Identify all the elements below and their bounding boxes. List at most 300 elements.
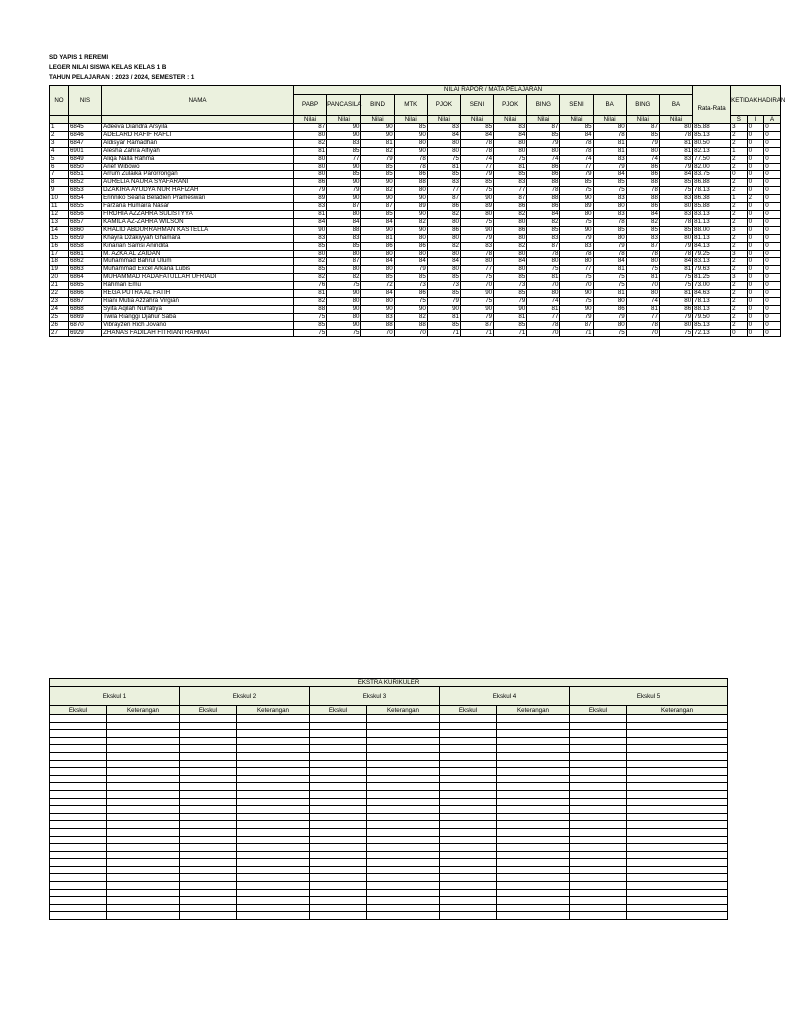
row-score: 79 (560, 313, 593, 321)
row-score: 85 (494, 274, 527, 282)
row-score: 85 (494, 290, 527, 298)
row-score: 83 (659, 155, 692, 163)
row-score: 79 (527, 139, 560, 147)
nilai-subheader: Nilai (460, 115, 493, 124)
row-score: 79 (460, 313, 493, 321)
ekskul-note-cell (367, 760, 440, 768)
row-score: 90 (394, 305, 427, 313)
row-score: 79 (460, 171, 493, 179)
row-score: 75 (560, 297, 593, 305)
ekskul-note-cell (367, 859, 440, 867)
row-no: 25 (50, 313, 69, 321)
row-score: 80 (527, 258, 560, 266)
ekskul-note-cell (367, 715, 440, 723)
row-score: 90 (327, 195, 361, 203)
row-score: 86 (394, 242, 427, 250)
ekskul-note-cell (367, 821, 440, 829)
ekskul-note-cell (107, 752, 180, 760)
row-nis: 6862 (68, 258, 101, 266)
row-nis: 6860 (68, 226, 101, 234)
ekskul-note-cell (107, 790, 180, 798)
ekskul-name-cell (440, 790, 497, 798)
row-score: 80 (659, 124, 692, 132)
ekskul-note-cell (627, 715, 728, 723)
ekskul-name-cell (180, 715, 237, 723)
ekskul-note-cell (107, 813, 180, 821)
row-score: 80 (427, 266, 460, 274)
row-absence-a: 0 (764, 297, 781, 305)
ekskul-note-cell (497, 745, 570, 753)
row-absence-a: 0 (764, 139, 781, 147)
ekskul-row (50, 790, 728, 798)
ekskul-name-cell (310, 760, 367, 768)
row-score: 90 (460, 195, 493, 203)
ekskul-note-cell (367, 866, 440, 874)
table-row (50, 329, 781, 337)
row-score: 78 (593, 131, 626, 139)
row-score: 90 (327, 305, 361, 313)
row-score: 79 (560, 234, 593, 242)
ekskul-name-header: Ekskul (310, 706, 367, 715)
row-nama: AURELIA NAURA SYAFARANI (102, 179, 294, 187)
ekskul-note-cell (107, 897, 180, 905)
row-score: 75 (494, 155, 527, 163)
nilai-subheader: Nilai (427, 115, 460, 124)
ekskul-name-cell (50, 775, 107, 783)
row-no: 15 (50, 234, 69, 242)
row-average: 81.13 (693, 218, 731, 226)
ekskul-note-cell (237, 859, 310, 867)
col-nis-header: NIS (68, 86, 101, 116)
row-score: 87 (527, 124, 560, 132)
ekskul-name-cell (180, 737, 237, 745)
academic-period: TAHUN PELAJARAN : 2023 / 2024, SEMESTER : 1 (49, 74, 195, 81)
row-absence-s: 2 (731, 305, 748, 313)
row-nama: Alesha Zahra Alfiyah (102, 147, 294, 155)
ekskul-row (50, 768, 728, 776)
row-score: 84 (560, 131, 593, 139)
row-score: 78 (593, 218, 626, 226)
ekskul-note-cell (367, 790, 440, 798)
ekskul-name-cell (570, 821, 627, 829)
row-score: 80 (659, 234, 692, 242)
row-score: 83 (460, 242, 493, 250)
ekskul-name-cell (440, 806, 497, 814)
row-absence-s: 1 (731, 195, 748, 203)
row-nis: 6847 (68, 139, 101, 147)
row-score: 84 (293, 218, 326, 226)
row-absence-s: 2 (731, 163, 748, 171)
nilai-subheader: Nilai (626, 115, 659, 124)
row-absence-i: 0 (747, 147, 764, 155)
row-score: 81 (494, 163, 527, 171)
row-absence-a: 0 (764, 179, 781, 187)
row-score: 77 (626, 313, 659, 321)
ekskul-row (50, 760, 728, 768)
row-score: 80 (626, 290, 659, 298)
row-score: 80 (494, 147, 527, 155)
ekskul-note-cell (497, 889, 570, 897)
ekskul-note-cell (627, 844, 728, 852)
row-score: 86 (494, 203, 527, 211)
row-score: 80 (327, 313, 361, 321)
row-absence-a: 0 (764, 163, 781, 171)
ekskul-note-cell (497, 828, 570, 836)
row-score: 83 (659, 195, 692, 203)
row-absence-i: 0 (747, 234, 764, 242)
row-score: 83 (593, 195, 626, 203)
row-score: 80 (494, 250, 527, 258)
ekskul-name-cell (310, 775, 367, 783)
ekskul-note-cell (237, 821, 310, 829)
row-absence-s: 2 (731, 218, 748, 226)
row-score: 80 (494, 218, 527, 226)
row-score: 83 (494, 124, 527, 132)
row-score: 79 (659, 163, 692, 171)
ekskul-name-cell (50, 760, 107, 768)
ekskul-name-cell (50, 768, 107, 776)
ekskul-name-cell (570, 897, 627, 905)
ekskul-note-cell (367, 912, 440, 920)
ekskul-name-cell (50, 889, 107, 897)
row-score: 77 (327, 155, 361, 163)
row-average: 82.00 (693, 163, 731, 171)
table-row (50, 313, 781, 321)
row-average: 85.88 (693, 124, 731, 132)
row-absence-a: 0 (764, 258, 781, 266)
ekskul-note-cell (367, 844, 440, 852)
row-score: 90 (460, 290, 493, 298)
ekskul-name-cell (440, 730, 497, 738)
row-score: 77 (560, 266, 593, 274)
nilai-subheader: Nilai (293, 115, 326, 124)
ekskul-name-cell (440, 836, 497, 844)
row-no: 4 (50, 147, 69, 155)
row-score: 85 (327, 242, 361, 250)
row-score: 82 (361, 147, 394, 155)
ekskul-name-cell (310, 798, 367, 806)
ekskul-note-cell (367, 836, 440, 844)
row-score: 78 (626, 250, 659, 258)
row-score: 87 (327, 203, 361, 211)
ekskul-name-cell (310, 715, 367, 723)
subject-header: PJOK (494, 94, 527, 115)
absence-subheader: I (747, 115, 764, 124)
row-score: 78 (527, 250, 560, 258)
row-score: 85 (327, 171, 361, 179)
row-absence-a: 0 (764, 321, 781, 329)
row-score: 81 (659, 147, 692, 155)
nilai-subheader: Nilai (394, 115, 427, 124)
row-score: 75 (626, 266, 659, 274)
row-absence-s: 2 (731, 187, 748, 195)
ekskul-name-cell (180, 752, 237, 760)
subject-header: MTK (394, 94, 427, 115)
row-nis: 6853 (68, 187, 101, 195)
row-nama: Aldisyar Ramadhan (102, 139, 294, 147)
ekskul-name-cell (570, 783, 627, 791)
row-score: 80 (527, 147, 560, 155)
row-absence-s: 2 (731, 131, 748, 139)
ekskul-name-cell (180, 760, 237, 768)
row-score: 80 (659, 297, 692, 305)
row-score: 84 (626, 210, 659, 218)
row-score: 78 (460, 250, 493, 258)
ekskul-row (50, 904, 728, 912)
ekskul-name-cell (570, 790, 627, 798)
ekskul-note-cell (627, 768, 728, 776)
row-score: 73 (494, 282, 527, 290)
row-nis: 6852 (68, 179, 101, 187)
row-average: 79.50 (693, 313, 731, 321)
row-absence-i: 2 (747, 195, 764, 203)
ekskul-name-cell (50, 897, 107, 905)
row-absence-s: 3 (731, 124, 748, 132)
row-nis: 6850 (68, 163, 101, 171)
ekskul-note-cell (627, 904, 728, 912)
ekskul-note-cell (107, 828, 180, 836)
row-score: 85 (659, 226, 692, 234)
row-score: 90 (494, 305, 527, 313)
row-no: 8 (50, 179, 69, 187)
row-absence-i: 0 (747, 258, 764, 266)
row-score: 79 (593, 242, 626, 250)
ekskul-note-cell (107, 912, 180, 920)
ekskul-name-cell (570, 889, 627, 897)
row-no: 6 (50, 163, 69, 171)
row-score: 90 (327, 179, 361, 187)
row-score: 90 (327, 321, 361, 329)
ekskul-name-cell (310, 768, 367, 776)
row-nis: 6856 (68, 210, 101, 218)
ekskul-name-cell (180, 882, 237, 890)
row-score: 85 (394, 274, 427, 282)
row-score: 81 (361, 234, 394, 242)
row-nis: 6864 (68, 274, 101, 282)
ekskul-name-cell (570, 836, 627, 844)
ekskul-note-cell (107, 783, 180, 791)
ekskul-note-cell (237, 874, 310, 882)
row-score: 73 (427, 282, 460, 290)
row-score: 90 (394, 195, 427, 203)
row-absence-i: 0 (747, 321, 764, 329)
ekskul-name-header: Ekskul (180, 706, 237, 715)
row-score: 85 (361, 210, 394, 218)
row-score: 80 (361, 266, 394, 274)
ekskul-row (50, 844, 728, 852)
ekskul-name-cell (50, 790, 107, 798)
ekskul-name-cell (310, 851, 367, 859)
row-score: 83 (427, 179, 460, 187)
row-absence-s: 2 (731, 242, 748, 250)
row-absence-a: 0 (764, 226, 781, 234)
row-score: 86 (626, 171, 659, 179)
ekskul-note-cell (237, 760, 310, 768)
row-score: 87 (293, 124, 326, 132)
ekskul-name-cell (440, 874, 497, 882)
ekskul-note-cell (497, 730, 570, 738)
row-absence-i: 0 (747, 179, 764, 187)
row-nis: 6863 (68, 266, 101, 274)
row-score: 85 (626, 226, 659, 234)
row-score: 85 (527, 131, 560, 139)
row-absence-i: 0 (747, 226, 764, 234)
row-score: 90 (361, 179, 394, 187)
row-score: 81 (593, 139, 626, 147)
row-score: 70 (527, 282, 560, 290)
row-score: 87 (460, 321, 493, 329)
ekskul-name-cell (180, 904, 237, 912)
row-score: 85 (361, 274, 394, 282)
ekskul-name-cell (570, 859, 627, 867)
row-score: 90 (327, 131, 361, 139)
row-score: 90 (327, 163, 361, 171)
ekskul-name-cell (310, 745, 367, 753)
absence-subheader: A (764, 115, 781, 124)
ekskul-note-cell (237, 912, 310, 920)
row-score: 80 (327, 210, 361, 218)
ekskul-note-cell (497, 722, 570, 730)
row-nis: 6869 (68, 313, 101, 321)
subject-header: SENI (460, 94, 493, 115)
row-score: 89 (460, 203, 493, 211)
row-score: 85 (293, 266, 326, 274)
ekskul-group-header: Ekskul 2 (180, 687, 310, 706)
row-score: 80 (394, 234, 427, 242)
row-absence-a: 0 (764, 171, 781, 179)
row-score: 86 (593, 305, 626, 313)
ekskul-note-cell (497, 821, 570, 829)
ekskul-row (50, 775, 728, 783)
row-absence-a: 0 (764, 131, 781, 139)
ekskul-note-cell (367, 722, 440, 730)
ekskul-name-cell (50, 866, 107, 874)
row-nama: Syifa Aqilah Nurfatiya (102, 305, 294, 313)
ekskul-name-cell (440, 768, 497, 776)
ekskul-note-cell (107, 882, 180, 890)
ekskul-row (50, 836, 728, 844)
ekskul-row (50, 851, 728, 859)
ekskul-row (50, 821, 728, 829)
ekskul-name-cell (50, 874, 107, 882)
row-score: 80 (327, 297, 361, 305)
ekskul-note-cell (497, 836, 570, 844)
ekskul-name-cell (570, 882, 627, 890)
row-score: 82 (293, 274, 326, 282)
ekskul-note-cell (107, 874, 180, 882)
row-score: 86 (527, 163, 560, 171)
ekskul-name-cell (440, 722, 497, 730)
row-score: 78 (659, 250, 692, 258)
ekskul-name-cell (310, 866, 367, 874)
ekskul-note-cell (627, 730, 728, 738)
ekskul-name-cell (180, 851, 237, 859)
ekskul-note-cell (367, 904, 440, 912)
row-score: 80 (293, 171, 326, 179)
row-score: 84 (494, 131, 527, 139)
row-score: 81 (593, 147, 626, 155)
ekskul-name-cell (50, 783, 107, 791)
row-absence-i: 0 (747, 242, 764, 250)
row-absence-i: 0 (747, 203, 764, 211)
school-name: SD YAPIS 1 REREMI (49, 54, 109, 61)
row-score: 85 (427, 290, 460, 298)
row-score: 78 (527, 187, 560, 195)
row-score: 84 (460, 131, 493, 139)
row-score: 80 (361, 250, 394, 258)
ekskul-name-cell (440, 844, 497, 852)
ekskul-name-cell (50, 851, 107, 859)
row-score: 70 (527, 329, 560, 337)
ekskul-name-cell (310, 813, 367, 821)
row-absence-i: 0 (747, 171, 764, 179)
row-score: 89 (293, 195, 326, 203)
ekskul-note-cell (627, 882, 728, 890)
row-score: 75 (394, 297, 427, 305)
row-score: 77 (494, 187, 527, 195)
ekskul-note-cell (107, 768, 180, 776)
ekskul-name-cell (570, 775, 627, 783)
ekskul-note-cell (497, 813, 570, 821)
row-average: 85.88 (693, 203, 731, 211)
ekskul-note-cell (497, 737, 570, 745)
ekskul-group-header: Ekskul 1 (50, 687, 180, 706)
ekskul-name-cell (570, 752, 627, 760)
row-score: 81 (293, 290, 326, 298)
ekskul-name-cell (570, 737, 627, 745)
row-score: 71 (560, 329, 593, 337)
row-score: 81 (593, 290, 626, 298)
ekskul-name-cell (50, 745, 107, 753)
ekskul-name-cell (50, 737, 107, 745)
ekskul-name-cell (440, 715, 497, 723)
row-average: 86.88 (693, 179, 731, 187)
ekskul-row (50, 798, 728, 806)
ekskul-note-header: Keterangan (237, 706, 310, 715)
row-score: 78 (659, 218, 692, 226)
ekskul-name-cell (440, 866, 497, 874)
row-score: 84 (593, 171, 626, 179)
row-score: 86 (394, 171, 427, 179)
row-score: 85 (494, 171, 527, 179)
row-score: 80 (427, 234, 460, 242)
row-score: 74 (626, 297, 659, 305)
row-score: 77 (460, 266, 493, 274)
row-nama: Adeeva Diandra Arsyila (102, 124, 294, 132)
ekskul-note-cell (237, 798, 310, 806)
row-absence-s: 2 (731, 290, 748, 298)
table-row (50, 226, 781, 234)
row-score: 83 (626, 234, 659, 242)
ekskul-name-cell (570, 768, 627, 776)
ekskul-name-cell (440, 904, 497, 912)
row-absence-a: 0 (764, 218, 781, 226)
subject-header: SENI (560, 94, 593, 115)
row-nis: 6857 (68, 218, 101, 226)
ekskul-name-cell (180, 806, 237, 814)
row-nama: ZHANAS FADILAH FITRIANI RAHMAT (102, 329, 294, 337)
ekskul-name-cell (310, 752, 367, 760)
row-absence-s: 3 (731, 226, 748, 234)
ekskul-note-cell (107, 836, 180, 844)
ekskul-note-cell (627, 866, 728, 874)
row-score: 90 (361, 195, 394, 203)
row-absence-a: 0 (764, 203, 781, 211)
row-nis: 6866 (68, 290, 101, 298)
row-score: 90 (394, 147, 427, 155)
ekskul-name-cell (310, 844, 367, 852)
row-score: 81 (659, 290, 692, 298)
